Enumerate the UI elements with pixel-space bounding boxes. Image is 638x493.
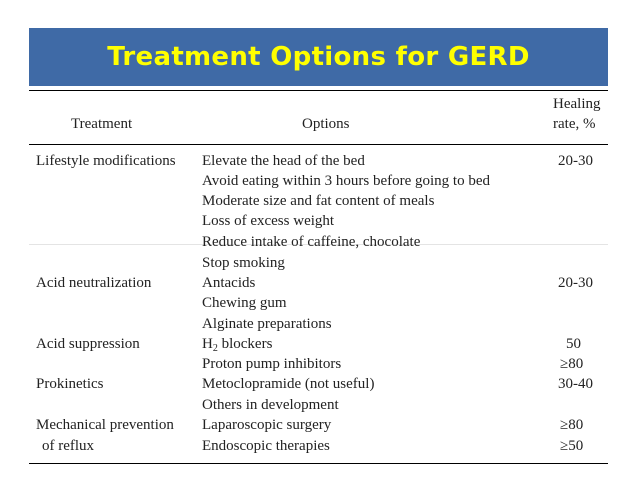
rate-cell: 20-30 <box>558 275 593 291</box>
header-treatment: Treatment <box>71 116 133 132</box>
slide-title: Treatment Options for GERD <box>107 42 530 72</box>
option-cell: Antacids <box>202 275 256 291</box>
rate-cell: 50 <box>566 336 581 352</box>
table-bottom-rule <box>29 463 608 464</box>
treatment-cell: Prokinetics <box>36 376 104 392</box>
option-cell: Metoclopramide (not useful) <box>202 376 375 392</box>
header-rate-line2: rate, % <box>553 116 596 132</box>
treatment-cell: Mechanical prevention <box>36 417 174 433</box>
table-top-rule <box>29 90 608 91</box>
header-options: Options <box>302 116 350 132</box>
option-subscript: 2 <box>212 343 218 354</box>
option-cell: Stop smoking <box>202 255 285 271</box>
option-cell: Chewing gum <box>202 295 287 311</box>
option-cell: Elevate the head of the bed <box>202 153 365 169</box>
option-cell: Others in development <box>202 397 339 413</box>
header-rate-line1: Healing <box>553 96 601 112</box>
header-rule <box>29 144 608 145</box>
treatment-cell: Acid neutralization <box>36 275 152 291</box>
option-cell: Laparoscopic surgery <box>202 417 332 433</box>
rate-cell: ≥80 <box>560 417 584 433</box>
option-cell: Alginate preparations <box>202 316 332 332</box>
treatment-cell: Acid suppression <box>36 336 140 352</box>
title-banner <box>29 28 608 86</box>
option-cell <box>202 334 272 354</box>
rate-cell: 20-30 <box>558 153 593 169</box>
treatment-cell: Lifestyle modifications <box>36 153 176 169</box>
option-cell: Moderate size and fat content of meals <box>202 193 435 209</box>
option-cell: Reduce intake of caffeine, chocolate <box>202 234 421 250</box>
treatment-cell: of reflux <box>42 438 95 454</box>
option-cell: Endoscopic therapies <box>202 438 330 454</box>
option-cell: Loss of excess weight <box>202 213 335 229</box>
option-cell: Proton pump inhibitors <box>202 356 342 372</box>
rate-cell: ≥50 <box>560 438 584 454</box>
option-cell: Avoid eating within 3 hours before going to bed <box>202 173 491 189</box>
option-rest: blockers <box>217 336 273 352</box>
rate-cell: ≥80 <box>560 356 584 372</box>
rate-cell: 30-40 <box>558 376 593 392</box>
option-main: H <box>202 336 213 352</box>
